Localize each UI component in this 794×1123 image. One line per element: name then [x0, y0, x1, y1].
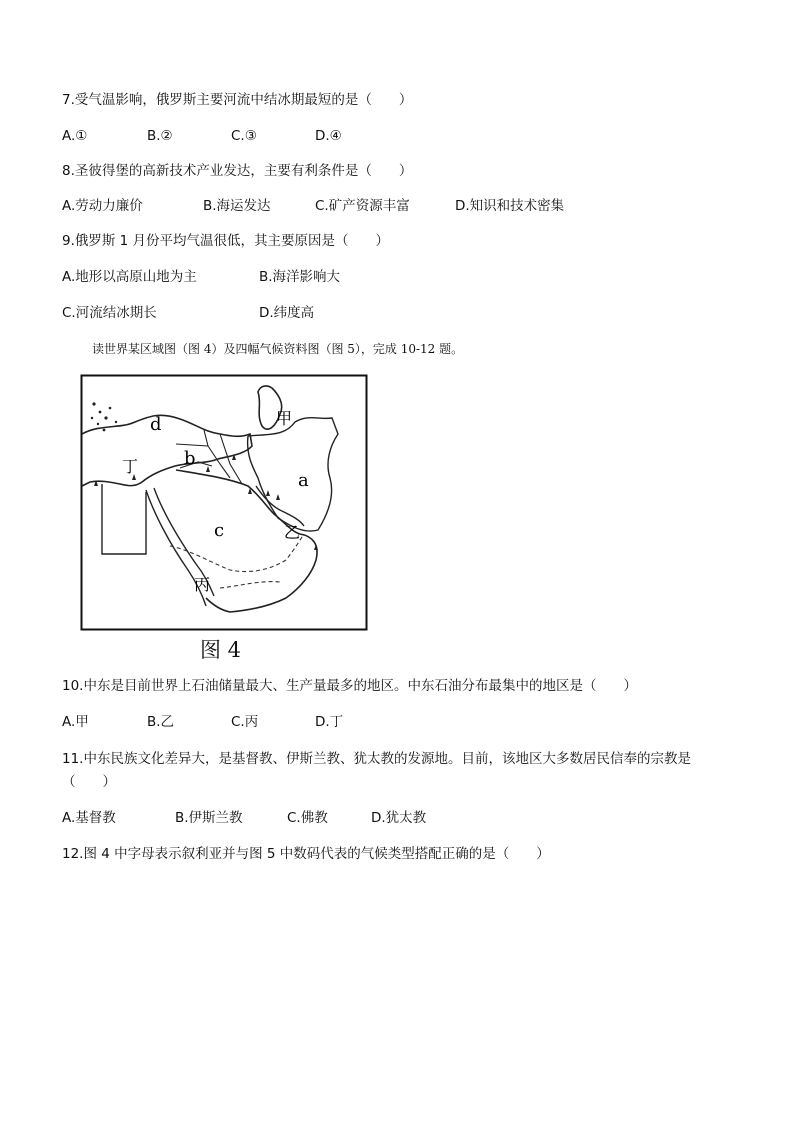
- question-11-stem-continued: （ ）: [62, 774, 116, 790]
- map-label-a: a: [298, 470, 309, 491]
- map-frame: [82, 376, 367, 630]
- map-label-b: b: [184, 448, 196, 469]
- map-label-d: d: [150, 414, 162, 435]
- middle-east-map: [80, 374, 368, 632]
- q8-option-d: D.知识和技术密集: [455, 198, 565, 214]
- q10-option-a: A.甲: [62, 714, 89, 730]
- map-label-ding: 丁: [122, 457, 139, 476]
- q7-option-c: C.③: [231, 128, 257, 144]
- figure-caption: 图 4: [200, 638, 242, 662]
- q10-option-c: C.丙: [231, 714, 259, 730]
- question-10-stem: 10.中东是目前世界上石油储量最大、生产量最多的地区。中东石油分布最集中的地区是（ ）: [62, 678, 637, 694]
- q8-option-b: B.海运发达: [203, 198, 271, 214]
- q10-option-b: B.乙: [147, 714, 175, 730]
- q10-option-d: D.丁: [315, 714, 344, 730]
- q11-option-c: C.佛教: [287, 810, 328, 826]
- question-11-stem: 11.中东民族文化差异大，是基督教、伊斯兰教、犹太教的发源地。目前，该地区大多数居民信奉的宗教是: [62, 751, 691, 767]
- question-9-stem: 9.俄罗斯 1 月份平均气温很低，其主要原因是（ ）: [62, 233, 390, 249]
- map-label-c: c: [214, 520, 225, 541]
- q9-option-d: D.纬度高: [259, 305, 315, 321]
- map-label-yi: 乙: [284, 523, 301, 542]
- q11-option-a: A.基督教: [62, 810, 116, 826]
- q7-option-b: B.②: [147, 128, 173, 144]
- map-label-bing: 丙: [194, 575, 211, 594]
- question-8-stem: 8.圣彼得堡的高新技术产业发达，主要有利条件是（ ）: [62, 163, 413, 179]
- question-7-stem: 7.受气温影响，俄罗斯主要河流中结冰期最短的是（ ）: [62, 92, 413, 108]
- map-label-jia: 甲: [276, 409, 293, 428]
- q7-option-a: A.①: [62, 128, 88, 144]
- q8-option-c: C.矿产资源丰富: [315, 198, 410, 214]
- q9-option-c: C.河流结冰期长: [62, 305, 157, 321]
- q9-option-b: B.海洋影响大: [259, 269, 341, 285]
- q9-option-a: A.地形以高原山地为主: [62, 269, 197, 285]
- question-12-stem: 12.图 4 中字母表示叙利亚并与图 5 中数码代表的气候类型搭配正确的是（ ）: [62, 846, 550, 862]
- q11-option-b: B.伊斯兰教: [175, 810, 243, 826]
- map-intro-text: 读世界某区域图（图 4）及四幅气候资料图（图 5），完成 10-12 题。: [92, 342, 464, 356]
- q7-option-d: D.④: [315, 128, 342, 144]
- q11-option-d: D.犹太教: [371, 810, 427, 826]
- q8-option-a: A.劳动力廉价: [62, 198, 143, 214]
